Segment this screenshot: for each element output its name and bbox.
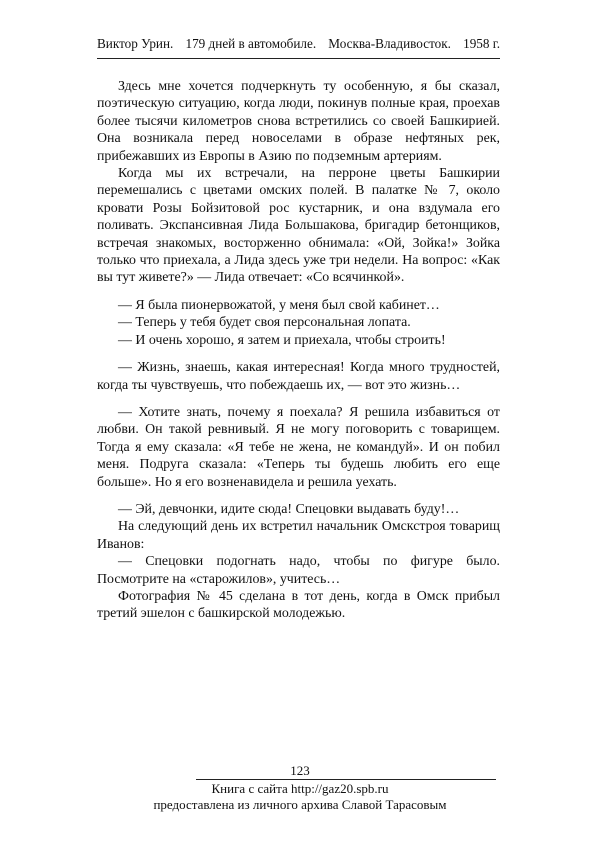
dialogue-line-4: — Жизнь, знаешь, какая интересная! Когда много трудностей, когда ты чувствуешь, что побеждаешь их, — вот это жизнь… — [97, 360, 500, 393]
header-year: 1958 г. — [463, 36, 500, 51]
page-number: 123 — [290, 763, 310, 778]
dialogue-line-3: — И очень хорошо, я затем и приехала, чтобы строить! — [118, 332, 446, 348]
dialogue-line-7: — Спецовки подогнать надо, чтобы по фигуре было. Посмотрите на «старожилов», учитесь… — [97, 554, 500, 587]
paragraph-1: Здесь мне хочется подчеркнуть ту особенную, я бы сказал, поэтическую ситуацию, когда люди, покинув полные края, проехав более тысячи километров снова встретились со своей Башкирией. Она возникала перед новоселами в образе нефтяных рек, прибежавших из Европы в Азию по подземным артериям. — [97, 79, 500, 164]
footer-source: Книга с сайта http://gaz20.spb.ru — [211, 781, 389, 796]
header-divider — [97, 58, 500, 59]
dialogue-line-2: — Теперь у тебя будет своя персональная лопата. — [118, 315, 411, 331]
page-body — [97, 78, 500, 623]
footer-credit: предоставлена из личного архива Славой Тарасовым — [153, 797, 447, 812]
footer-divider — [196, 779, 496, 780]
paragraph-2: Когда мы их встречали, на перроне цветы Башкирии перемешались с цветами омских полей. В палатке № 7, около кровати Розы Бойзитовой рос кустарник, и она вздумала его поливать. Экспансивная Лида Большакова, бригадир бетонщиков, встречая знакомых, восторженно обнимала: «Ой, Зойка!» Зойка только что приехала, а Лида здесь уже три недели. На вопрос: «Как вы тут живете?» — Лида отвечает: «Со всячинкой». — [97, 166, 500, 286]
header-book-title: 179 дней в автомобиле. — [185, 36, 317, 51]
dialogue-line-6: — Эй, девчонки, идите сюда! Спецовки выдавать буду!… — [118, 501, 460, 517]
header-author: Виктор Урин. — [97, 36, 174, 51]
paragraph-4: Фотография № 45 сделана в тот день, когда в Омск прибыл третий эшелон с башкирской молодежью. — [97, 588, 500, 622]
dialogue-line-5: — Хотите знать, почему я поехала? Я решила избавиться от любви. Он такой ревнивый. Я не могу поговорить с товарищем. Тогда я ему сказала: «Я тебе не жена, не командуй». И он побил меня. Подруга сказала: «Теперь ты будешь любить его еще больше». Но я его возненавидела и решила уехать. — [97, 404, 500, 490]
header-route: Москва-Владивосток. — [328, 36, 451, 51]
running-header — [97, 36, 500, 52]
dialogue-line-1: — Я была пионервожатой, у меня был свой кабинет… — [118, 297, 440, 313]
paragraph-3: На следующий день их встретил начальник Омскстроя товарищ Иванов: — [97, 519, 500, 552]
